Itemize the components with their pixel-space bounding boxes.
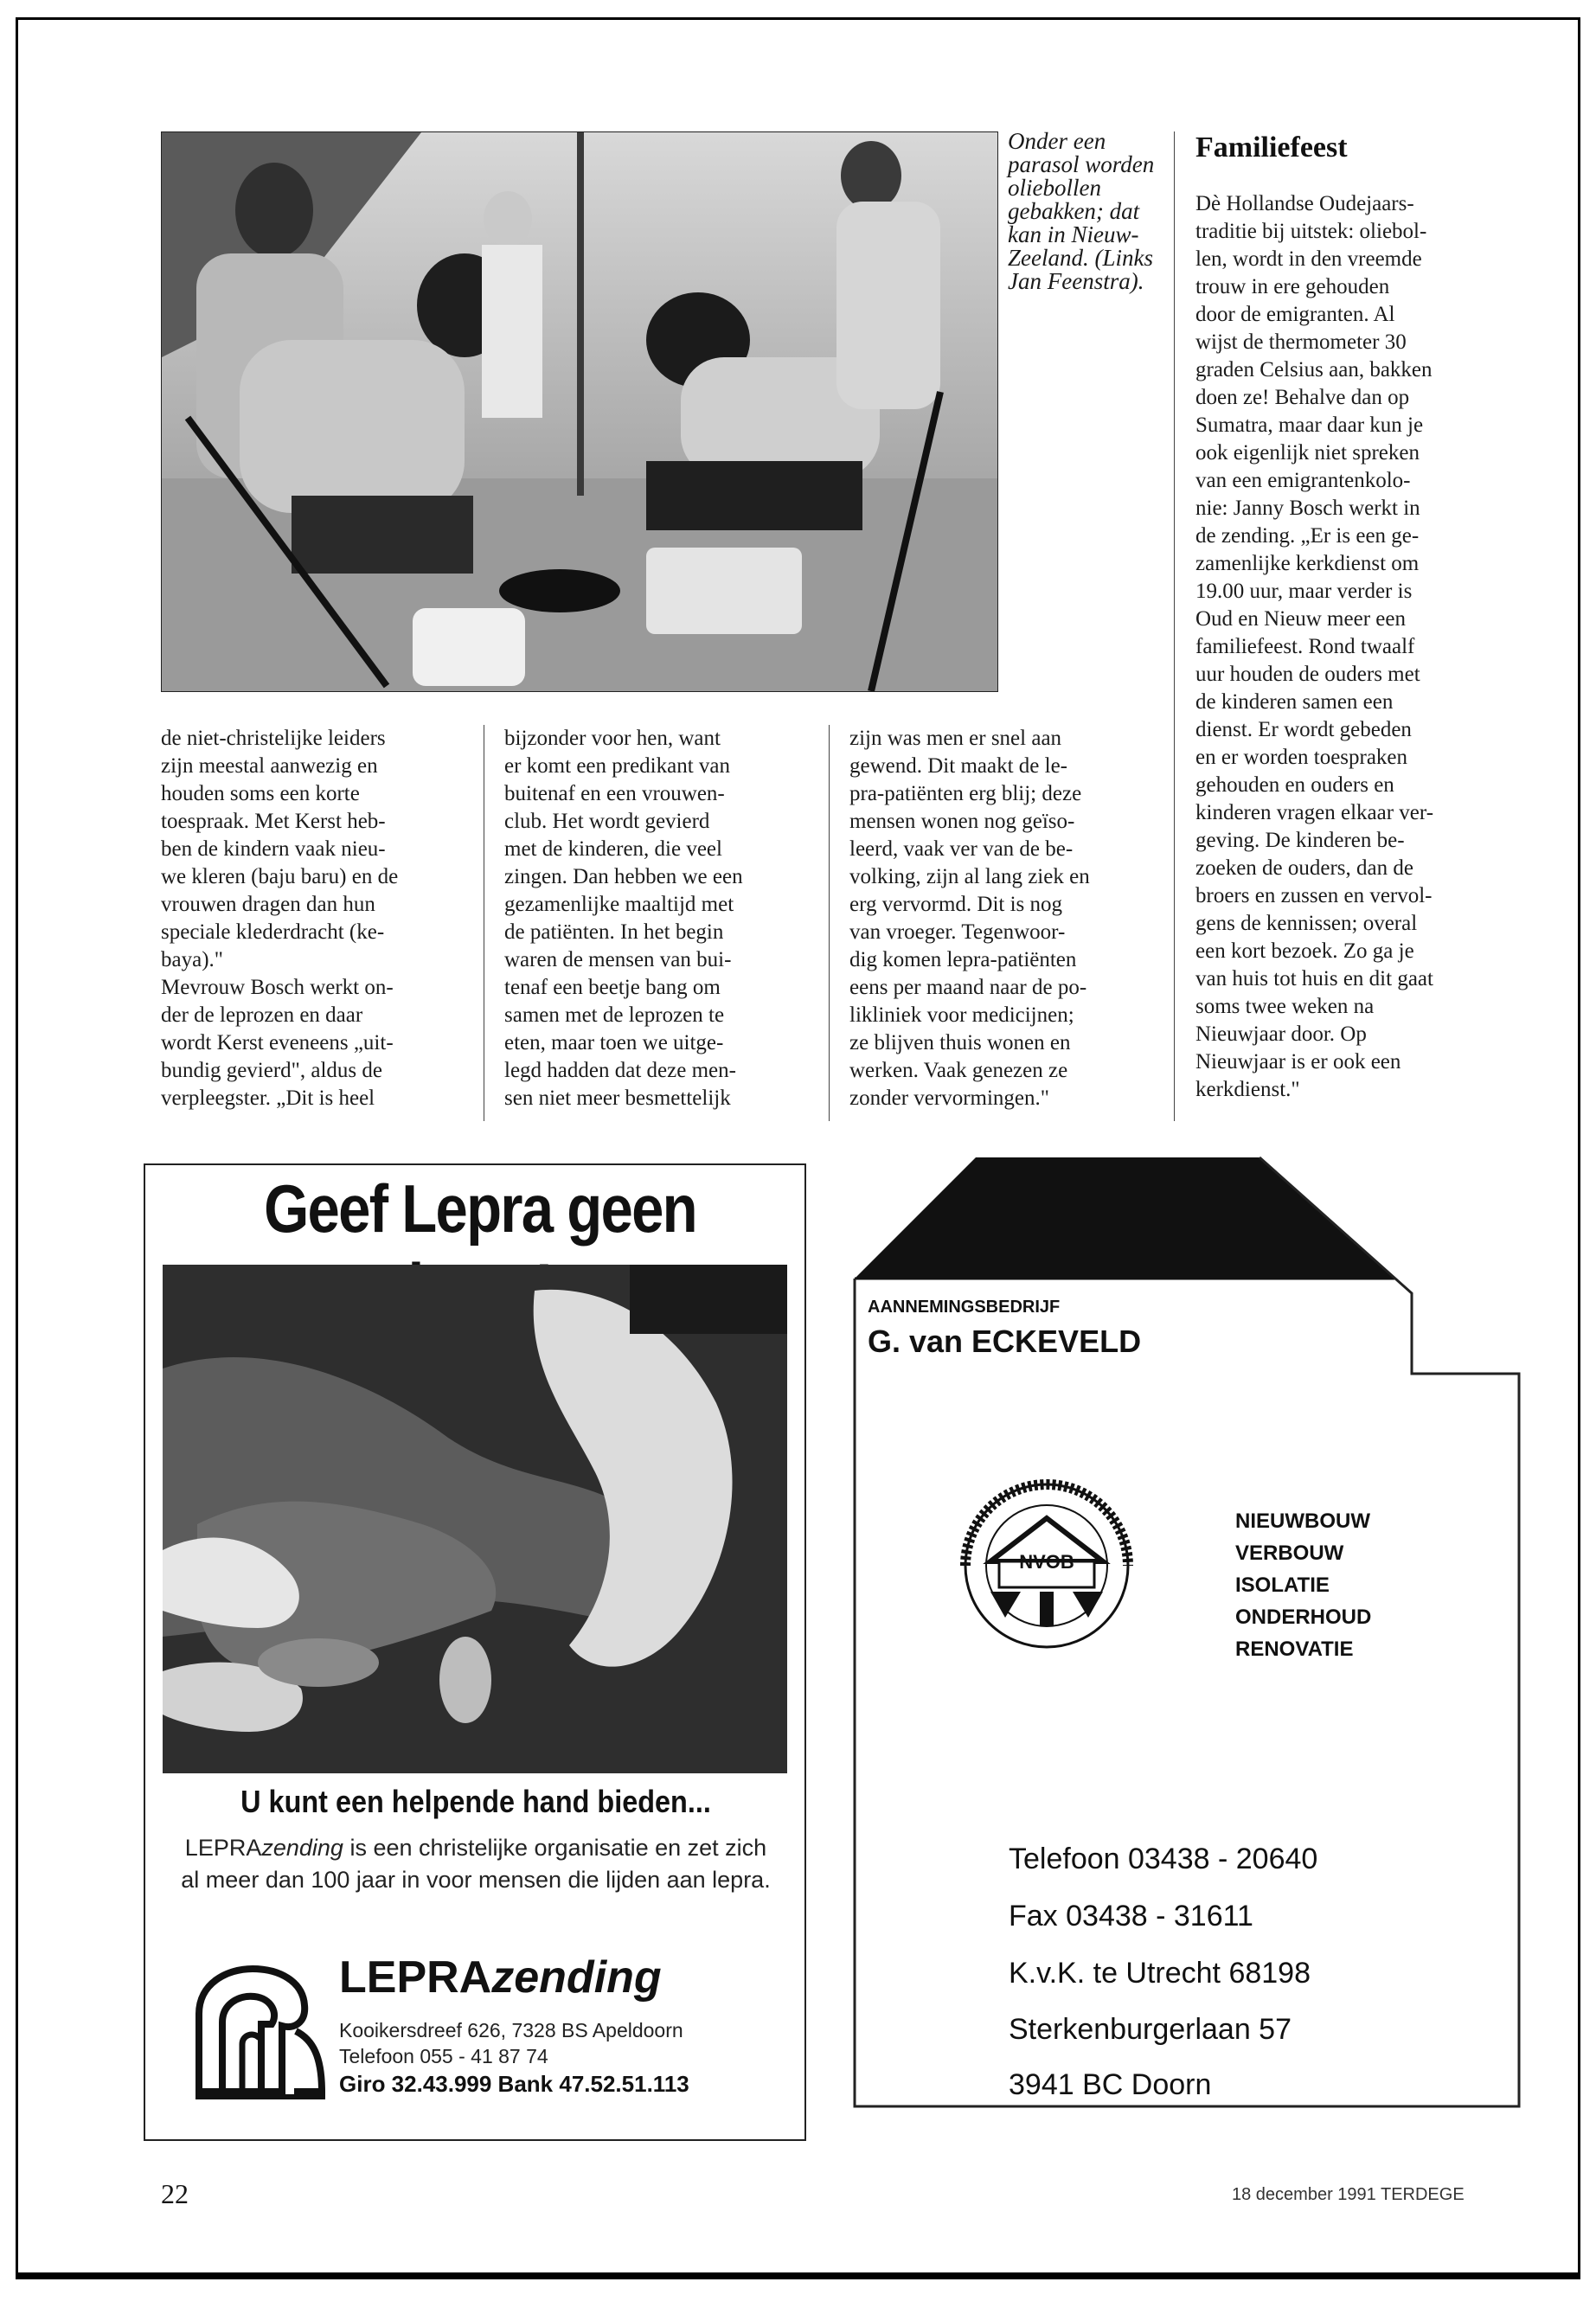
article-column-3: zijn was men er snel aan gewend. Dit maakt de le- pra-patiënten erg blij; deze mensen wonen nog geïso- leerd, vaak ver van de be- volking, zijn al lang ziek en erg vervormd. Dit is nog van vroeger. Tegenwoor- dig komen lepra-patiënten eens per maand naar de po- likliniek voor medicijnen; ze blijven thuis wonen en werken. Vaak genezen ze zonder vervormingen." (849, 727, 1090, 1110)
builder-contact-city: 3941 BC Doorn (1009, 2068, 1212, 2101)
section-heading: Familiefeest (1195, 131, 1348, 163)
column-rule (829, 725, 830, 1121)
lepra-logo-icon (192, 1962, 329, 2102)
builder-contact-kvk: K.v.K. te Utrecht 68198 (1009, 1957, 1311, 1990)
article-column-2: bijzonder voor hen, want er komt een predikant van buitenaf en een vrouwen- club. Het wordt gevierd met de kinderen, die veel zingen. Dan hebben we een gezamenlijke maaltijd met de patiënten. In het begin waren de mensen van bui- tenaf een beetje bang om samen met de leprozen te eten, maar toen we uitge- legd hadden dat deze men- sen niet meer besmettelijk (504, 727, 743, 1110)
lepra-phone: Telefoon 055 - 41 87 74 (339, 2045, 548, 2067)
builder-kicker: AANNEMINGSBEDRIJF (868, 1298, 1061, 1317)
lepra-body-prefix-italic: zending (261, 1835, 343, 1861)
issue-footer: 18 december 1991 TERDEGE (1232, 2185, 1465, 2204)
service-item: RENOVATIE (1235, 1638, 1354, 1661)
page-number: 22 (161, 2178, 189, 2209)
service-item: NIEUWBOUW (1235, 1509, 1370, 1533)
lepra-body-text: is een christelijke organisatie en zet zich al meer dan 100 jaar in voor mensen die lijden aan lepra. (181, 1835, 771, 1893)
service-item: ONDERHOUD (1235, 1606, 1372, 1629)
builder-contact-street: Sterkenburgerlaan 57 (1009, 2013, 1292, 2046)
builder-name: G. van ECKEVELD (868, 1324, 1142, 1359)
article-column-1: de niet-christelijke leiders zijn meestal aanwezig en houden soms een korte toespraak. Met Kerst heb- ben de kindern vaak nieu- we kleren (baju baru) en de vrouwen dragen dan hun speciale klederdracht (ke- baya)." Mevrouw Bosch werkt on- der de leprozen en daar wordt Kerst eveneens „uit- bundig gevierd", aldus de verpleegster. „Dit is heel (161, 727, 399, 1110)
oliebollen-photo-image (162, 132, 997, 691)
lepra-ad-subtitle: U kunt een helpende hand bieden... (240, 1784, 711, 1819)
article-column-4: Dè Hollandse Oudejaars- traditie bij uitstek: oliebol- len, wordt in den vreemde trouw in ere gehouden door de emigranten. Al wijst de thermometer 30 graden Celsius aan, bakken doen ze! Behalve dan op Sumatra, maar daar kun je ook eigenlijk niet spreken van een emigrantenkolo- nie: Janny Bosch werkt in de zending. „Er is een ge- zamenlijke kerkdienst om 19.00 uur, maar verder is Oud en Nieuw meer een familiefeest. Rond twaalf uur houden de ouders met de kinderen samen een dienst. Er wordt gebeden en er worden toespraken gehouden en ouders en kinderen vragen elkaar ver- geving. De kinderen be- zoeken de ouders, dan de broers en zussen en vervol- gens de kennissen; overal een kort bezoek. Zo ga je van huis tot huis en dit gaat soms twee weken na Nieuwjaar door. Op Nieuwjaar is er ook een kerkdienst." (1195, 192, 1434, 1101)
service-item: ISOLATIE (1235, 1574, 1330, 1597)
builder-contact-fax: Fax 03438 - 31611 (1009, 1900, 1253, 1932)
lepra-ad-body (173, 1832, 779, 1896)
lepra-ad-title: Geef Lepra geen (264, 1170, 696, 1247)
hands-photo-image (163, 1265, 787, 1773)
builder-contact-phone: Telefoon 03438 - 20640 (1009, 1843, 1318, 1875)
oliebollen-photo (161, 131, 998, 692)
lepra-org-name (339, 1952, 662, 2003)
lepra-body-prefix: LEPRA (184, 1835, 262, 1861)
nvob-logo-text: NVOB (1019, 1551, 1074, 1573)
service-item: VERBOUW (1235, 1541, 1344, 1565)
lepra-org-name-bold: LEPRA (339, 1952, 492, 2003)
builder-services (1235, 1505, 1371, 1665)
column-rule (1174, 131, 1175, 1121)
lepra-org-name-italic: zending (491, 1952, 662, 2003)
lepra-giro: Giro 32.43.999 Bank 47.52.51.113 (339, 2071, 689, 2097)
hands-photo (163, 1265, 787, 1773)
photo-caption: Onder een parasol worden oliebollen gebakken; dat kan in Nieuw-Zeeland. (Links Jan Feenstra). (1008, 128, 1155, 294)
lepra-address: Kooikersdreef 626, 7328 BS Apeldoorn (339, 2019, 683, 2041)
